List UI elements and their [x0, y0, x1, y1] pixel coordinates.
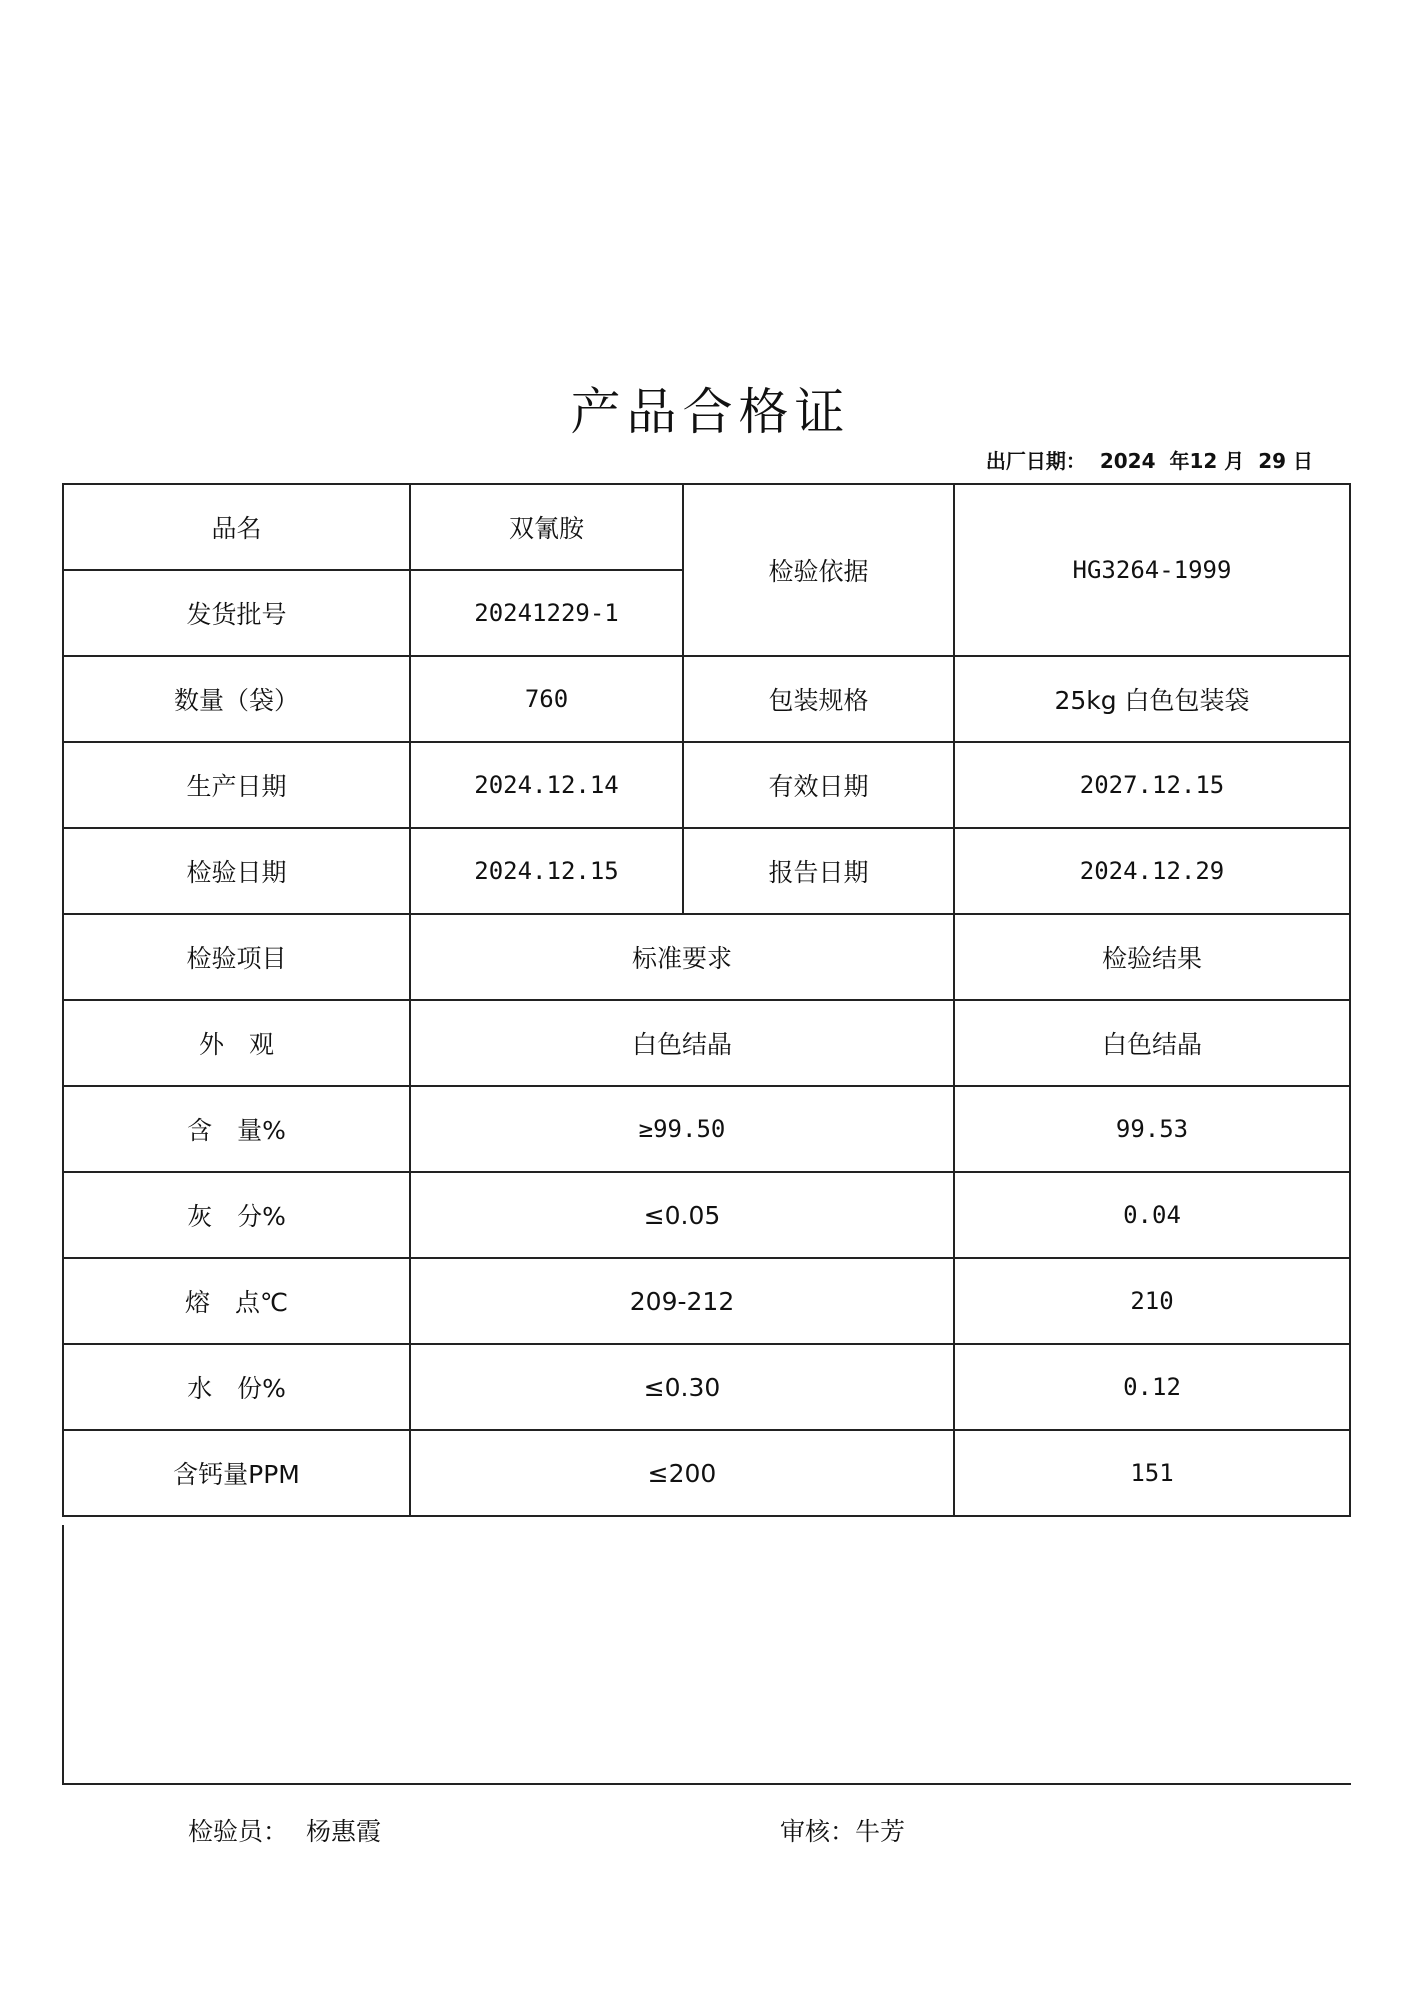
- table-row: [63, 1086, 1350, 1172]
- batch-value: 20241229-1: [410, 570, 683, 656]
- test-standard-header: 标准要求: [410, 914, 954, 1000]
- reviewer-name: 牛芳: [855, 1817, 906, 1846]
- test-result: 0.12: [954, 1344, 1350, 1430]
- test-standard: ≤200: [410, 1430, 954, 1516]
- expiry-label: 有效日期: [683, 742, 954, 828]
- table-row: [63, 1258, 1350, 1344]
- inspection-date-label: 检验日期: [63, 828, 410, 914]
- package-value: 25kg 白色包装袋: [954, 656, 1350, 742]
- table-row: [63, 828, 1350, 914]
- quantity-label: 数量（袋）: [63, 656, 410, 742]
- ship-date-month-unit: 月: [1224, 449, 1245, 473]
- standard-label: 检验依据: [683, 484, 954, 656]
- ship-date-day: 29: [1258, 449, 1287, 473]
- ship-date-year-unit: 年: [1169, 449, 1190, 473]
- test-result: 151: [954, 1430, 1350, 1516]
- report-date-value: 2024.12.29: [954, 828, 1350, 914]
- test-standard: ≤0.30: [410, 1344, 954, 1430]
- ship-date-day-unit: 日: [1293, 449, 1313, 473]
- test-result: 白色结晶: [954, 1000, 1350, 1086]
- table-row: [63, 1172, 1350, 1258]
- test-standard: 白色结晶: [410, 1000, 954, 1086]
- product-name-label: 品名: [63, 484, 410, 570]
- certificate-table: [62, 483, 1351, 1517]
- table-row: [63, 484, 1350, 570]
- test-item: 外 观: [63, 1000, 410, 1086]
- inspector-name: 杨惠霞: [306, 1817, 382, 1846]
- ship-date-month: 12: [1189, 449, 1218, 473]
- inspector-label: 检验员：: [188, 1817, 289, 1846]
- ship-date: [986, 445, 1313, 474]
- table-row: [63, 1000, 1350, 1086]
- test-item: 含 量%: [63, 1086, 410, 1172]
- page-title: 产品合格证: [570, 383, 851, 441]
- inspector: [188, 1812, 381, 1848]
- package-label: 包装规格: [683, 656, 954, 742]
- table-row: [63, 1430, 1350, 1516]
- test-item: 熔 点℃: [63, 1258, 410, 1344]
- production-date-value: 2024.12.14: [410, 742, 683, 828]
- test-result: 99.53: [954, 1086, 1350, 1172]
- ship-date-year: 2024: [1099, 449, 1156, 473]
- test-item-header: 检验项目: [63, 914, 410, 1000]
- remarks-area: [62, 1525, 1351, 1785]
- test-item: 灰 分%: [63, 1172, 410, 1258]
- batch-label: 发货批号: [63, 570, 410, 656]
- test-standard: ≤0.05: [410, 1172, 954, 1258]
- reviewer-label: 审核：: [780, 1817, 856, 1846]
- test-item: 含钙量PPM: [63, 1430, 410, 1516]
- test-item: 水 份%: [63, 1344, 410, 1430]
- ship-date-label: 出厂日期：: [985, 449, 1086, 473]
- report-date-label: 报告日期: [683, 828, 954, 914]
- table-header-row: [63, 914, 1350, 1000]
- standard-value: HG3264-1999: [954, 484, 1350, 656]
- table-row: [63, 1344, 1350, 1430]
- test-result: 0.04: [954, 1172, 1350, 1258]
- test-result-header: 检验结果: [954, 914, 1350, 1000]
- test-standard: ≥99.50: [410, 1086, 954, 1172]
- table-row: [63, 742, 1350, 828]
- production-date-label: 生产日期: [63, 742, 410, 828]
- product-name: 双氰胺: [410, 484, 683, 570]
- test-standard: 209-212: [410, 1258, 954, 1344]
- test-result: 210: [954, 1258, 1350, 1344]
- table-row: [63, 656, 1350, 742]
- reviewer: [780, 1812, 905, 1848]
- expiry-value: 2027.12.15: [954, 742, 1350, 828]
- quantity-value: 760: [410, 656, 683, 742]
- inspection-date-value: 2024.12.15: [410, 828, 683, 914]
